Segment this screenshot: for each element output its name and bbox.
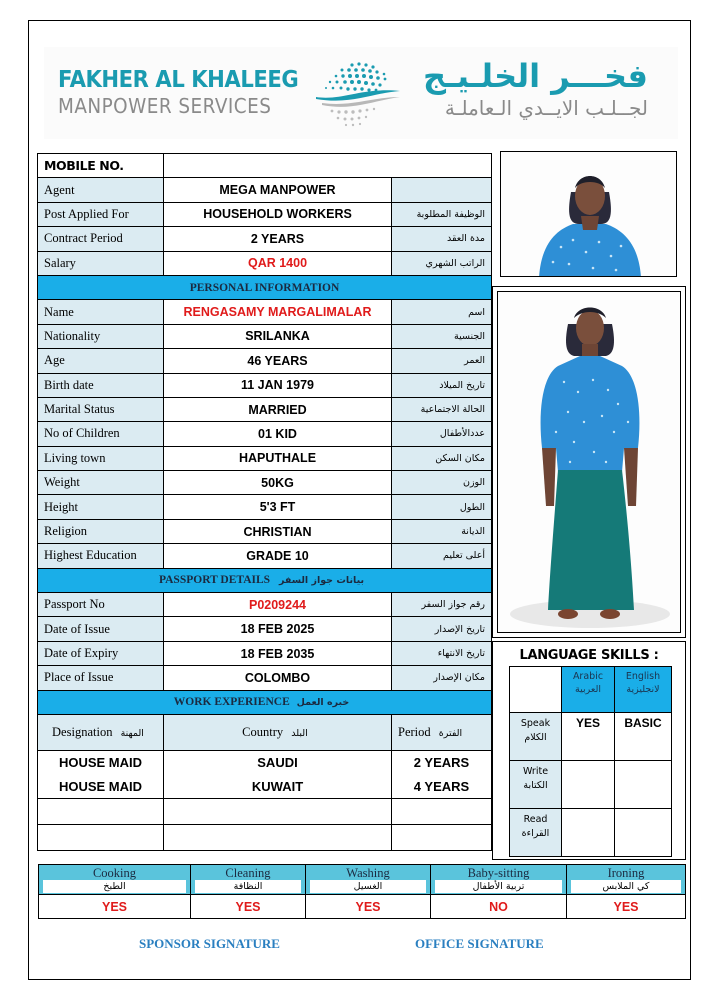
salary-arabic: الراتب الشهري	[392, 251, 492, 275]
height-value: 5'3 FT	[164, 495, 392, 519]
logo-tagline: MANPOWER SERVICES	[58, 94, 272, 118]
height-arabic: الطول	[392, 495, 492, 519]
skill-cleaning-value: YES	[191, 895, 306, 919]
logo-company-name: FAKHER AL KHALEEG	[58, 67, 299, 93]
work-country: SAUDI	[164, 750, 392, 774]
skill-washing-label-ar: الغسيل	[310, 880, 426, 893]
contract-arabic: مدة العقد	[392, 227, 492, 251]
religion-label: Religion	[38, 519, 164, 543]
table-row	[38, 202, 492, 226]
write-label: Write	[522, 766, 549, 777]
language-row-write	[510, 761, 672, 809]
read-label-ar: القراءة	[521, 828, 550, 839]
arabic-language-label-ar: العربية	[575, 684, 601, 695]
work-period: 4 YEARS	[392, 774, 492, 798]
marital-arabic: الحالة الاجتماعية	[392, 397, 492, 421]
period-header: Period	[398, 724, 431, 739]
arabic-language-label: Arabic	[572, 671, 604, 682]
birthdate-arabic: تاريخ الميلاد	[392, 373, 492, 397]
read-label: Read	[523, 814, 548, 825]
skill-washing-label: Washing	[346, 866, 390, 880]
table-row	[38, 178, 492, 202]
logo-arabic	[423, 57, 648, 121]
birthdate-value: 11 JAN 1979	[164, 373, 392, 397]
period-header-arabic: الفترة	[438, 727, 463, 739]
issue-date-label: Date of Issue	[38, 617, 164, 641]
post-arabic: الوظيفة المطلوبة	[392, 202, 492, 226]
height-label: Height	[38, 495, 164, 519]
work-row	[38, 774, 492, 798]
language-skills-panel	[492, 641, 686, 860]
designation-header: Designation	[52, 724, 113, 739]
language-row-speak	[510, 713, 672, 761]
skills-table	[38, 864, 686, 919]
town-value: HAPUTHALE	[164, 446, 392, 470]
logo-english	[58, 67, 319, 118]
language-skills-title: LANGUAGE SKILLS :	[519, 648, 659, 663]
table-row	[38, 300, 492, 324]
children-value: 01 KID	[164, 422, 392, 446]
logo-arabic-tagline: لجــلـب الايــدي الـعاملـة	[444, 96, 648, 120]
skill-washing-value: YES	[306, 895, 431, 919]
table-row	[38, 593, 492, 617]
children-label: No of Children	[38, 422, 164, 446]
expiry-date-arabic: تاريخ الانتهاء	[392, 641, 492, 665]
speak-label-ar: الكلام	[524, 732, 547, 743]
skill-cooking-label: Cooking	[92, 866, 137, 880]
passport-no-value: P0209244	[164, 593, 392, 617]
town-label: Living town	[38, 446, 164, 470]
table-row	[38, 227, 492, 251]
write-arabic-value	[562, 761, 615, 809]
english-language-label: English	[625, 671, 661, 682]
weight-value: 50KG	[164, 471, 392, 495]
designation-header-arabic: المهنة	[120, 727, 144, 739]
table-row	[38, 495, 492, 519]
speak-label: Speak	[520, 718, 551, 729]
nationality-value: SRILANKA	[164, 324, 392, 348]
candidate-info-table	[37, 153, 492, 851]
table-row	[38, 397, 492, 421]
work-row-empty	[38, 798, 492, 824]
skill-ironing-value: YES	[567, 895, 686, 919]
table-row	[38, 446, 492, 470]
table-row	[38, 641, 492, 665]
work-title: WORK EXPERIENCE	[173, 696, 290, 709]
section-header-personal	[38, 275, 492, 299]
table-row	[38, 373, 492, 397]
issue-place-value: COLOMBO	[164, 666, 392, 690]
education-arabic: أعلى تعليم	[392, 544, 492, 568]
table-row	[38, 471, 492, 495]
nationality-label: Nationality	[38, 324, 164, 348]
contract-value: 2 YEARS	[164, 227, 392, 251]
religion-value: CHRISTIAN	[164, 519, 392, 543]
age-arabic: العمر	[392, 349, 492, 373]
agent-label: Agent	[38, 178, 164, 202]
education-value: GRADE 10	[164, 544, 392, 568]
skill-cooking-value: YES	[39, 895, 191, 919]
issue-date-arabic: تاريخ الإصدار	[392, 617, 492, 641]
mobile-label: MOBILE NO.	[38, 154, 164, 178]
company-logo	[44, 47, 678, 139]
post-value: HOUSEHOLD WORKERS	[164, 202, 392, 226]
table-row	[38, 666, 492, 690]
table-row	[38, 251, 492, 275]
mobile-row	[38, 154, 492, 178]
work-designation: HOUSE MAID	[38, 750, 164, 774]
issue-place-arabic: مكان الإصدار	[392, 666, 492, 690]
post-label: Post Applied For	[38, 202, 164, 226]
personal-title: PERSONAL INFORMATION	[38, 275, 492, 299]
table-row	[38, 349, 492, 373]
language-row-read	[510, 809, 672, 857]
salary-label: Salary	[38, 251, 164, 275]
mobile-value	[164, 154, 492, 178]
religion-arabic: الديانة	[392, 519, 492, 543]
name-value: RENGASAMY MARGALIMALAR	[164, 300, 392, 324]
table-row	[38, 544, 492, 568]
passport-no-arabic: رقم جواز السفر	[392, 593, 492, 617]
skills-value-row	[39, 895, 686, 919]
skill-cleaning-label-ar: النظافة	[195, 880, 301, 893]
work-row	[38, 750, 492, 774]
education-label: Highest Education	[38, 544, 164, 568]
candidate-portrait-image	[501, 152, 677, 277]
globe-dots-icon	[312, 57, 404, 129]
skill-cooking-label-ar: الطبخ	[43, 880, 186, 893]
work-country: KUWAIT	[164, 774, 392, 798]
full-length-photo	[497, 291, 681, 633]
section-header-work	[38, 690, 492, 714]
name-arabic: اسم	[392, 300, 492, 324]
language-header-row	[510, 667, 672, 713]
speak-english-value: BASIC	[615, 713, 672, 761]
passport-title-arabic: بيانات جواز السفر	[278, 575, 365, 587]
work-header-row	[38, 714, 492, 750]
contract-label: Contract Period	[38, 227, 164, 251]
write-label-ar: الكتابة	[523, 780, 548, 791]
candidate-fullbody-image	[498, 292, 681, 633]
table-row	[38, 519, 492, 543]
work-period: 2 YEARS	[392, 750, 492, 774]
logo-arabic-name: فخـــر الخلـيـج	[423, 57, 648, 95]
skill-babysitting-value: NO	[431, 895, 567, 919]
read-english-value	[615, 809, 672, 857]
office-signature-label: OFFICE SIGNATURE	[415, 936, 544, 951]
passport-photo	[500, 151, 677, 277]
nationality-arabic: الجنسية	[392, 324, 492, 348]
write-english-value	[615, 761, 672, 809]
skills-header-row	[39, 865, 686, 895]
read-arabic-value	[562, 809, 615, 857]
table-row	[38, 617, 492, 641]
table-row	[38, 422, 492, 446]
speak-arabic-value: YES	[562, 713, 615, 761]
birthdate-label: Birth date	[38, 373, 164, 397]
skill-babysitting-label: Baby-sitting	[467, 866, 530, 880]
expiry-date-value: 18 FEB 2035	[164, 641, 392, 665]
sponsor-signature-label: SPONSOR SIGNATURE	[139, 936, 280, 951]
agent-value: MEGA MANPOWER	[164, 178, 392, 202]
passport-no-label: Passport No	[38, 593, 164, 617]
children-arabic: عددالأطفال	[392, 422, 492, 446]
english-language-label-ar: لانجليزية	[626, 684, 660, 695]
weight-label: Weight	[38, 471, 164, 495]
age-label: Age	[38, 349, 164, 373]
work-designation: HOUSE MAID	[38, 774, 164, 798]
full-length-photo-frame	[492, 286, 686, 638]
issue-date-value: 18 FEB 2025	[164, 617, 392, 641]
weight-arabic: الوزن	[392, 471, 492, 495]
salary-value: QAR 1400	[164, 251, 392, 275]
country-header: Country	[242, 724, 284, 739]
skill-cleaning-label: Cleaning	[225, 866, 271, 880]
table-row	[38, 324, 492, 348]
passport-title: PASSPORT DETAILS	[158, 574, 271, 587]
name-label: Name	[38, 300, 164, 324]
skill-ironing-label: Ironing	[607, 866, 645, 880]
agent-arabic	[392, 178, 492, 202]
marital-label: Marital Status	[38, 397, 164, 421]
town-arabic: مكان السكن	[392, 446, 492, 470]
work-row-empty	[38, 824, 492, 850]
country-header-arabic: البلد	[291, 727, 308, 739]
section-header-passport	[38, 568, 492, 592]
language-skills-table	[509, 666, 672, 857]
skill-ironing-label-ar: كي الملابس	[571, 880, 681, 893]
issue-place-label: Place of Issue	[38, 666, 164, 690]
marital-value: MARRIED	[164, 397, 392, 421]
age-value: 46 YEARS	[164, 349, 392, 373]
expiry-date-label: Date of Expiry	[38, 641, 164, 665]
work-title-arabic: خبره العمل	[296, 697, 350, 709]
skill-babysitting-label-ar: تربية الأطفال	[435, 880, 562, 893]
